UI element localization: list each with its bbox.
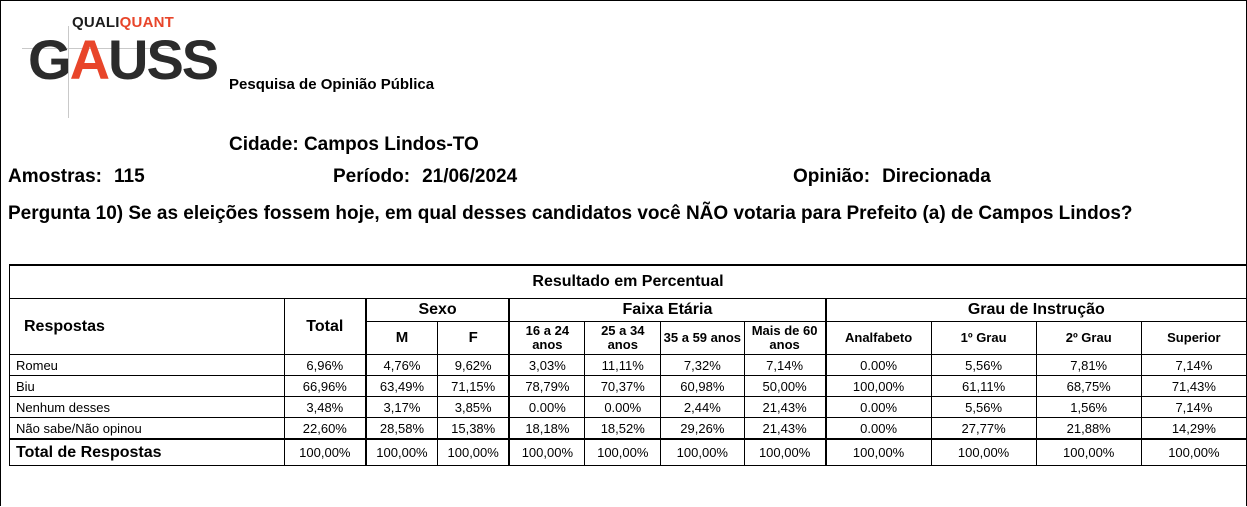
row-value: 60,98% xyxy=(661,376,745,397)
row-value: 100,00% xyxy=(366,439,438,466)
row-value: 68,75% xyxy=(1036,376,1141,397)
row-label: Não sabe/Não opinou xyxy=(10,418,285,440)
row-value: 2,44% xyxy=(661,397,745,418)
row-value: 100,00% xyxy=(826,376,931,397)
row-value: 15,38% xyxy=(438,418,510,440)
survey-subtitle: Pesquisa de Opinião Pública xyxy=(229,76,435,93)
row-value: 5,56% xyxy=(931,397,1036,418)
row-value: 29,26% xyxy=(661,418,745,440)
col-total-header: Total xyxy=(284,299,366,355)
samples-label: Amostras: xyxy=(8,166,102,187)
row-value: 7,81% xyxy=(1036,355,1141,376)
opinion-label: Opinião: xyxy=(793,166,871,187)
row-value: 21,88% xyxy=(1036,418,1141,440)
row-value: 100,00% xyxy=(1036,439,1141,466)
row-value: 78,79% xyxy=(509,376,585,397)
row-value: 11,11% xyxy=(585,355,661,376)
row-value: 4,76% xyxy=(366,355,438,376)
row-value: 100,00% xyxy=(661,439,745,466)
row-value: 18,18% xyxy=(509,418,585,440)
period-label: Período: xyxy=(333,166,411,187)
row-label: Romeu xyxy=(10,355,285,376)
table-body xyxy=(10,355,1247,466)
col-respostas-header: Respostas xyxy=(10,299,285,355)
row-value: 100,00% xyxy=(931,439,1036,466)
row-value: 3,48% xyxy=(284,397,366,418)
row-value: 27,77% xyxy=(931,418,1036,440)
row-value: 100,00% xyxy=(1141,439,1246,466)
sub-header-35-59: 35 a 59 anos xyxy=(661,322,745,355)
sub-header-16-24: 16 a 24 anos xyxy=(509,322,585,355)
row-value: 100,00% xyxy=(744,439,826,466)
row-value: 70,37% xyxy=(585,376,661,397)
row-value: 28,58% xyxy=(366,418,438,440)
row-value: 100,00% xyxy=(284,439,366,466)
city-title: Cidade: Campos Lindos-TO xyxy=(229,134,479,155)
period-info xyxy=(333,166,517,188)
row-value: 100,00% xyxy=(509,439,585,466)
logo-quant: QUANT xyxy=(119,14,174,31)
row-label: Nenhum desses xyxy=(10,397,285,418)
row-value: 63,49% xyxy=(366,376,438,397)
row-value: 71,43% xyxy=(1141,376,1246,397)
logo-g: G xyxy=(28,28,70,91)
sub-header-superior: Superior xyxy=(1141,322,1246,355)
row-label: Total de Respostas xyxy=(10,439,285,466)
row-value: 9,62% xyxy=(438,355,510,376)
group-sexo-header: Sexo xyxy=(366,299,509,322)
logo-quali: QUALI xyxy=(72,14,120,31)
row-value: 66,96% xyxy=(284,376,366,397)
question-text: Pergunta 10) Se as eleições fossem hoje, em qual desses candidatos você NÃO votaria para Prefeito (a) de Campos Lindos? xyxy=(8,203,1133,224)
row-value: 61,11% xyxy=(931,376,1036,397)
row-value: 5,56% xyxy=(931,355,1036,376)
table-row xyxy=(10,355,1247,376)
table-row xyxy=(10,376,1247,397)
row-value: 100,00% xyxy=(585,439,661,466)
group-grau-header: Grau de Instrução xyxy=(826,299,1247,322)
row-value: 7,14% xyxy=(744,355,826,376)
row-value: 6,96% xyxy=(284,355,366,376)
logo-a: A xyxy=(69,28,109,91)
opinion-info xyxy=(793,166,991,188)
samples-value: 115 xyxy=(113,166,145,187)
table-row xyxy=(10,418,1247,440)
logo-gauss-text xyxy=(28,28,218,91)
row-value: 0.00% xyxy=(585,397,661,418)
row-value: 22,60% xyxy=(284,418,366,440)
group-faixa-header: Faixa Etária xyxy=(509,299,825,322)
row-value: 1,56% xyxy=(1036,397,1141,418)
row-value: 21,43% xyxy=(744,397,826,418)
row-value: 100,00% xyxy=(438,439,510,466)
row-value: 3,85% xyxy=(438,397,510,418)
row-value: 14,29% xyxy=(1141,418,1246,440)
gauss-logo xyxy=(22,8,218,123)
row-value: 3,03% xyxy=(509,355,585,376)
row-value: 0.00% xyxy=(826,355,931,376)
sub-header-2-grau: 2º Grau xyxy=(1036,322,1141,355)
row-label: Biu xyxy=(10,376,285,397)
sub-header-60-plus: Mais de 60 anos xyxy=(744,322,826,355)
row-value: 7,14% xyxy=(1141,355,1246,376)
samples-info xyxy=(8,166,145,188)
total-row xyxy=(10,439,1247,466)
row-value: 7,32% xyxy=(661,355,745,376)
row-value: 21,43% xyxy=(744,418,826,440)
sub-header-25-34: 25 a 34 anos xyxy=(585,322,661,355)
sub-header-1-grau: 1º Grau xyxy=(931,322,1036,355)
logo-uss: USS xyxy=(108,28,218,91)
row-value: 50,00% xyxy=(744,376,826,397)
opinion-value: Direcionada xyxy=(882,166,991,187)
row-value: 0.00% xyxy=(826,418,931,440)
row-value: 71,15% xyxy=(438,376,510,397)
table-row xyxy=(10,397,1247,418)
period-value: 21/06/2024 xyxy=(422,166,518,187)
row-value: 0.00% xyxy=(826,397,931,418)
sub-header-f: F xyxy=(438,322,510,355)
sub-header-m: M xyxy=(366,322,438,355)
row-value: 100,00% xyxy=(826,439,931,466)
row-value: 18,52% xyxy=(585,418,661,440)
row-value: 0.00% xyxy=(509,397,585,418)
row-value: 7,14% xyxy=(1141,397,1246,418)
row-value: 3,17% xyxy=(366,397,438,418)
sub-header-analfabeto: Analfabeto xyxy=(826,322,931,355)
results-table xyxy=(9,264,1247,466)
table-title: Resultado em Percentual xyxy=(10,265,1247,299)
